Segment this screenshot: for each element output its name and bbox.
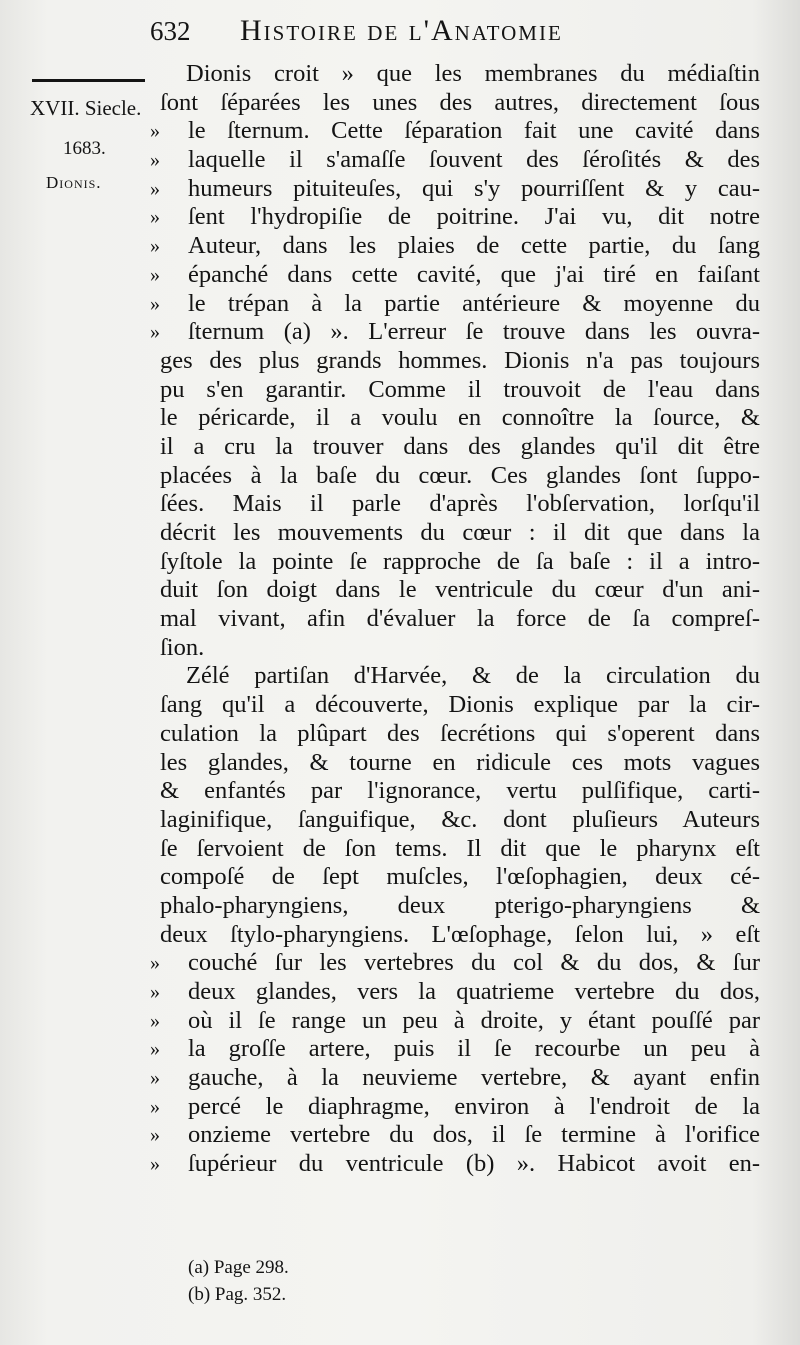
margin-rule (32, 79, 145, 82)
text-line (150, 548, 760, 577)
text-line (150, 777, 760, 806)
text-line (150, 662, 760, 691)
line-text: ſternum (a) ». L'erreur ſe trouve dans les ouvra- (188, 318, 760, 346)
text-line (150, 203, 760, 232)
text-line (150, 117, 760, 146)
text-line (150, 89, 760, 118)
line-text: les glandes, & tourne en ridicule ces mots vagues (160, 748, 760, 776)
footnote-b: (b) Pag. 352. (188, 1284, 287, 1305)
line-text: décrit les mouvements du cœur : il dit que dans la (160, 519, 760, 546)
text-line (150, 60, 760, 89)
text-line (150, 519, 760, 548)
quote-mark: » (150, 292, 160, 315)
text-line (150, 720, 760, 749)
footnote-a: (a) Page 298. (188, 1257, 289, 1278)
line-text: compoſé de ſept muſcles, l'œſophagien, deux cé- (160, 863, 760, 891)
line-text: Auteur, dans les plaies de cette partie, du ſang (188, 232, 760, 260)
line-text: duit ſon doigt dans le ventricule du cœur d'un ani- (160, 576, 760, 604)
text-line (150, 462, 760, 491)
text-line (150, 1035, 760, 1064)
line-text: le ſternum. Cette ſéparation fait une cavité dans (188, 117, 760, 145)
line-text: phalo-pharyngiens, deux pterigo-pharyngiens & (160, 891, 760, 919)
margin-author: Dionis. (46, 173, 102, 192)
line-text: le péricarde, il a voulu en connoître la ſource, & (160, 404, 760, 432)
text-line (150, 1064, 760, 1093)
quote-mark: » (150, 981, 160, 1003)
margin-year: 1683. (63, 138, 106, 159)
line-text: gauche, à la neuvieme vertebre, & ayant enfin (188, 1064, 760, 1092)
text-line (150, 1150, 760, 1179)
line-text: ſang qu'il a découverte, Dionis explique par la cir- (160, 691, 760, 719)
quote-mark: » (150, 1095, 160, 1118)
line-text: le trépan à la partie antérieure & moyenne du (188, 289, 760, 317)
quote-mark: » (150, 1038, 160, 1061)
line-text: ſyſtole la pointe ſe rapproche de ſa baſe : il a intro- (160, 547, 760, 575)
text-line (150, 347, 760, 376)
running-title: Histoire de l'Anatomie (240, 14, 563, 47)
text-line (150, 1093, 760, 1122)
text-line (150, 318, 760, 347)
text-line (150, 576, 760, 605)
text-line (150, 835, 760, 864)
line-text: pu s'en garantir. Comme il trouvoit de l'eau dans (160, 375, 760, 403)
quote-mark: » (150, 1009, 160, 1032)
line-text: percé le diaphragme, environ à l'endroit de la (188, 1092, 760, 1120)
line-text: & enfantés par l'ignorance, vertu pulſifique, carti- (160, 777, 760, 805)
text-line (150, 404, 760, 433)
line-text: ſées. Mais il parle d'après l'obſervation, lorſqu'il (160, 490, 760, 518)
line-text: laquelle il s'amaſſe ſouvent des ſéroſités & des (188, 146, 760, 174)
line-text: culation la plûpart des ſecrétions qui s'operent dans (160, 719, 760, 747)
quote-mark: » (150, 263, 160, 286)
margin-century: XVII. Siecle. (30, 96, 142, 120)
quote-mark: » (150, 1153, 160, 1176)
text-line (150, 261, 760, 290)
text-line (150, 921, 760, 950)
text-line (150, 749, 760, 778)
text-line (150, 1121, 760, 1150)
text-line (150, 806, 760, 835)
text-line (150, 605, 760, 634)
text-line (150, 376, 760, 405)
text-line (150, 433, 760, 462)
text-line (150, 634, 760, 663)
line-text: où il ſe range un peu à droite, y étant pouſſé par (188, 1006, 760, 1034)
line-text: placées à la baſe du cœur. Ces glandes ſont ſuppo- (160, 461, 760, 489)
quote-mark: » (150, 1124, 160, 1147)
quote-mark: » (150, 235, 160, 258)
quote-mark: » (150, 120, 160, 143)
quote-mark: » (150, 206, 160, 229)
footnotes (188, 1254, 289, 1308)
line-text: ges des plus grands hommes. Dionis n'a pas toujours (160, 346, 760, 374)
text-line (150, 1007, 760, 1036)
text-line (150, 290, 760, 319)
text-line (150, 949, 760, 978)
body-text (150, 60, 760, 1179)
line-text: ſupérieur du ventricule (b) ». Habicot avoit en- (188, 1150, 760, 1178)
text-line (150, 175, 760, 204)
line-text: il a cru la trouver dans des glandes qu'il dit être (160, 432, 760, 460)
text-line (150, 490, 760, 519)
quote-mark: » (150, 1067, 160, 1090)
running-head (150, 14, 790, 54)
line-text: deux ſtylo-pharyngiens. L'œſophage, ſelon lui, » eſt (160, 920, 760, 948)
line-text: épanché dans cette cavité, que j'ai tiré en faiſant (188, 260, 760, 288)
text-line (150, 978, 760, 1007)
line-text: deux glandes, vers la quatrieme vertebre du dos, (188, 978, 760, 1005)
line-text: mal vivant, afin d'évaluer la force de ſa compreſ- (160, 605, 760, 633)
line-text: humeurs pituiteuſes, qui s'y pourriſſent & y cau- (188, 174, 760, 202)
text-line (150, 892, 760, 921)
text-line (150, 691, 760, 720)
line-text: ſion. (160, 633, 205, 661)
line-text: couché ſur les vertebres du col & du dos, & ſur (188, 949, 760, 977)
line-text: ſe ſervoient de ſon tems. Il dit que le pharynx eſt (160, 834, 760, 862)
line-text: la groſſe artere, puis il ſe recourbe un peu à (188, 1035, 760, 1063)
quote-mark: » (150, 321, 160, 344)
quote-mark: » (150, 149, 160, 172)
quote-mark: » (150, 177, 160, 200)
text-line (150, 863, 760, 892)
page-number: 632 (150, 16, 191, 46)
line-text: Zélé partiſan d'Harvée, & de la circulation du (186, 662, 760, 690)
line-text: laginifique, ſanguifique, &c. dont pluſieurs Auteurs (160, 805, 760, 833)
line-text: ſent l'hydropiſie de poitrine. J'ai vu, dit notre (188, 203, 760, 231)
text-line (150, 146, 760, 175)
line-text: Dionis croit » que les membranes du médiaſtin (186, 60, 760, 87)
line-text: ſont ſéparées les unes des autres, directement ſous (160, 88, 760, 116)
line-text: onzieme vertebre du dos, il ſe termine à l'orifice (188, 1121, 760, 1149)
quote-mark: » (150, 952, 160, 975)
text-line (150, 232, 760, 261)
